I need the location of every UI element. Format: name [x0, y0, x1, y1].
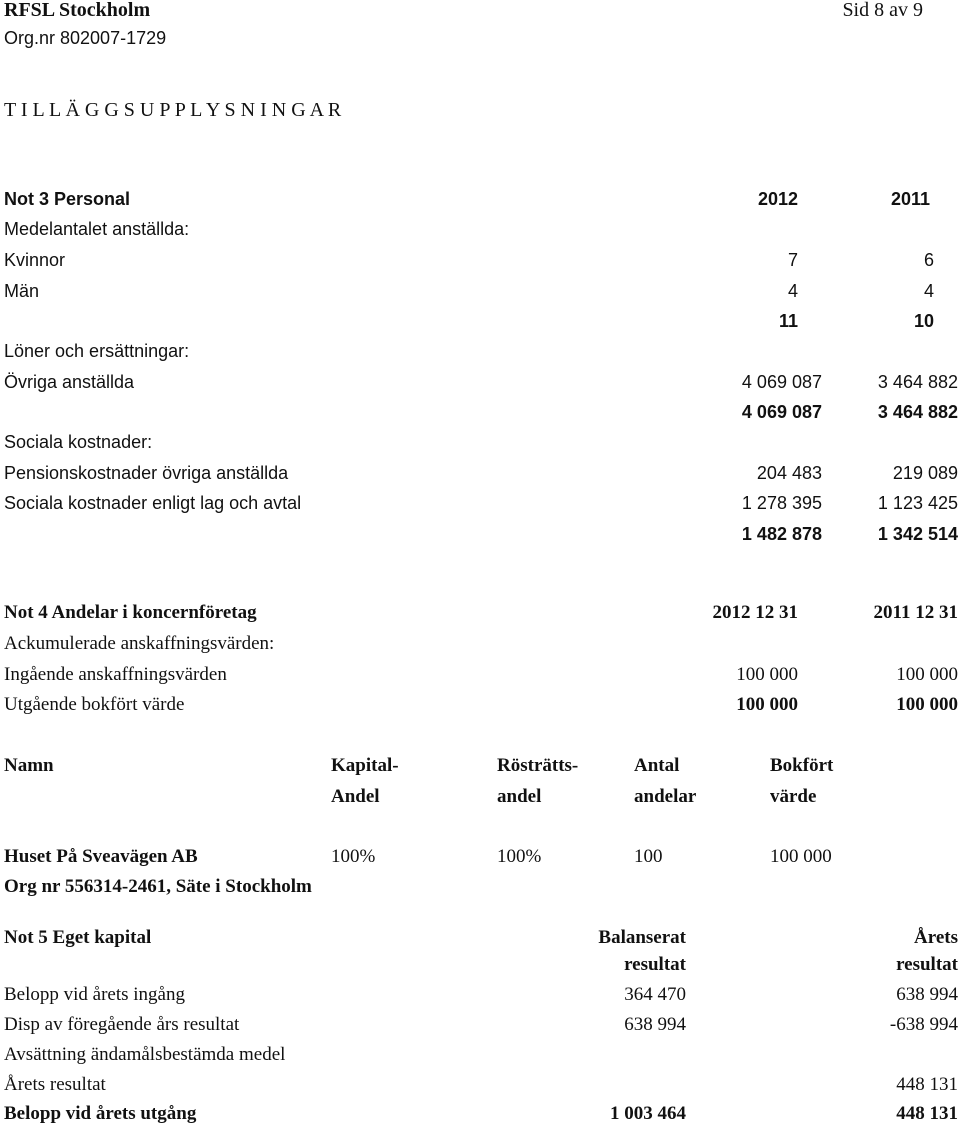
pension-2011: 219 089: [892, 463, 958, 483]
note5-row-arets: 448 131: [896, 1074, 958, 1095]
note4-date-2012: 2012 12 31: [712, 602, 798, 623]
staff-total-2011: 10: [913, 311, 934, 331]
salaries-total-2011: 3 464 882: [877, 402, 958, 422]
note5-row-arets: -638 994: [889, 1014, 958, 1035]
pension-2012: 204 483: [756, 463, 822, 483]
social-costs-label: Sociala kostnader:: [4, 432, 153, 452]
social-legal-2011: 1 123 425: [877, 493, 958, 513]
note4-title: Not 4 Andelar i koncernföretag: [4, 602, 257, 623]
note4-date-2011: 2011 12 31: [873, 602, 958, 623]
col-header-bokfort-line2: värde: [770, 786, 817, 807]
ovriga-2011: 3 464 882: [877, 372, 958, 392]
note5-row-label: Avsättning ändamålsbestämda medel: [4, 1044, 286, 1065]
utgaende-label: Utgående bokfört värde: [4, 694, 185, 715]
subsidiary-antal: 100: [634, 846, 663, 867]
note5-row-label: Disp av föregående års resultat: [4, 1014, 240, 1035]
col-header-kapital: Kapital-: [331, 755, 399, 776]
kvinnor-label: Kvinnor: [4, 250, 66, 270]
ingaende-label: Ingående anskaffningsvärden: [4, 664, 227, 685]
col-header-rostratt: Rösträtts-: [497, 755, 579, 776]
utgaende-2012: 100 000: [736, 694, 798, 715]
subsidiary-rostratt: 100%: [497, 846, 542, 867]
utgaende-2011: 100 000: [896, 694, 958, 715]
col-header-bokfort: Bokfört: [770, 755, 834, 776]
note5-col-balanserat-line2: resultat: [624, 954, 686, 975]
note5-row-balanserat: 638 994: [624, 1014, 686, 1035]
avg-staff-label: Medelantalet anställda:: [4, 219, 190, 239]
man-label: Män: [4, 281, 40, 301]
org-number: Org.nr 802007-1729: [4, 28, 167, 48]
subsidiary-kapital: 100%: [331, 846, 376, 867]
note5-col-arets-line2: resultat: [896, 954, 958, 975]
man-2011: 4: [923, 281, 934, 301]
social-legal-2012: 1 278 395: [741, 493, 822, 513]
col-header-antal-line2: andelar: [634, 786, 697, 807]
page-number: Sid 8 av 9: [842, 0, 923, 21]
ack-label: Ackumulerade anskaffningsvärden:: [4, 633, 275, 654]
col-header-rostratt-line2: andel: [497, 786, 542, 807]
kvinnor-2011: 6: [923, 250, 934, 270]
pension-label: Pensionskostnader övriga anställda: [4, 463, 289, 483]
social-total-2012: 1 482 878: [741, 524, 822, 544]
note5-col-balanserat: Balanserat: [598, 927, 686, 948]
note5-total-balanserat: 1 003 464: [610, 1103, 686, 1124]
staff-total-2012: 11: [778, 311, 798, 331]
note3-year-2011: 2011: [890, 189, 930, 209]
note5-row-label: Belopp vid årets ingång: [4, 984, 185, 1005]
salaries-total-2012: 4 069 087: [741, 402, 822, 422]
note3-year-2012: 2012: [757, 189, 798, 209]
social-total-2011: 1 342 514: [877, 524, 958, 544]
subsidiary-name: Huset På Sveavägen AB: [4, 846, 198, 867]
org-name: RFSL Stockholm: [4, 0, 151, 21]
col-header-kapital-line2: Andel: [331, 786, 380, 807]
ingaende-2012: 100 000: [736, 664, 798, 685]
note5-total-arets: 448 131: [896, 1103, 958, 1124]
social-legal-label: Sociala kostnader enligt lag och avtal: [4, 493, 302, 513]
col-header-antal: Antal: [634, 755, 680, 776]
ovriga-label: Övriga anställda: [4, 372, 135, 392]
note5-row-arets: 638 994: [896, 984, 958, 1005]
man-2012: 4: [787, 281, 798, 301]
note5-title: Not 5 Eget kapital: [4, 927, 152, 948]
subsidiary-bokfort: 100 000: [770, 846, 832, 867]
note5-total-label: Belopp vid årets utgång: [4, 1103, 197, 1124]
note3-title: Not 3 Personal: [4, 189, 131, 209]
salaries-label: Löner och ersättningar:: [4, 341, 190, 361]
ingaende-2011: 100 000: [896, 664, 958, 685]
note5-col-arets: Årets: [914, 927, 958, 948]
note5-row-label: Årets resultat: [4, 1074, 106, 1095]
note5-row-balanserat: 364 470: [624, 984, 686, 1005]
col-header-namn: Namn: [4, 755, 54, 776]
section-title: T I L L Ä G G S U P P L Y S N I N G A R: [4, 99, 342, 121]
ovriga-2012: 4 069 087: [741, 372, 822, 392]
subsidiary-org-line: Org nr 556314-2461, Säte i Stockholm: [4, 876, 312, 897]
kvinnor-2012: 7: [787, 250, 798, 270]
